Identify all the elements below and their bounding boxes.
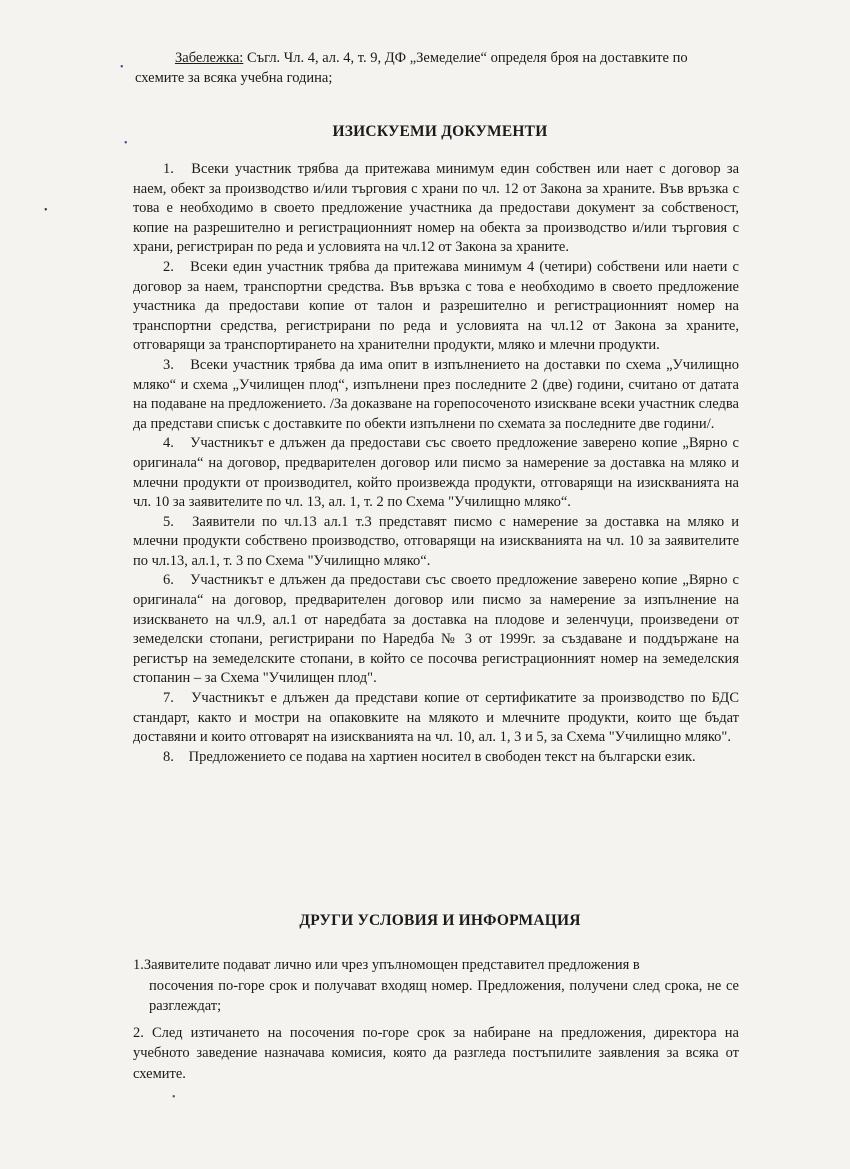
heading-other-conditions: ДРУГИ УСЛОВИЯ И ИНФОРМАЦИЯ bbox=[299, 912, 581, 929]
condition-item: 2. След изтичането на посочения по-горе срок за набиране на предложения, директора на учебното заведение назначава комисия, която да разгледа постъпилите заявления за всяка от схемите. bbox=[133, 1024, 739, 1082]
note-paragraph bbox=[135, 48, 740, 88]
scan-mark: • bbox=[44, 205, 48, 216]
document-item: 4. Участникът е длъжен да предостави със своето предложение заверено копие „Вярно с оригинала“ на договор, предварителен договор или писмо за намерение за доставка на мляко и млечни продукти от производител, който произвежда продукти, отговарящи на изискванията на чл. 10 за заявителите по чл. 13, ал. 1, т. 2 по Схема "Училищно мляко“. bbox=[133, 435, 739, 511]
document-item: 8. Предложението се подава на хартиен носител в свободен текст на български език. bbox=[163, 748, 696, 765]
note-text: Съгл. Чл. 4, ал. 4, т. 9, ДФ „Земеделие“ определя броя на доставките по схемите за всяка учебна година; bbox=[135, 50, 688, 86]
scan-mark: • bbox=[172, 1092, 176, 1103]
document-item: 2. Всеки един участник трябва да притежава минимум 4 (четири) собствени или наети с договор за наем, транспортни средства. Във връзка с това е необходимо в своето предложение участника да предостави копие от талон и разрешително и регистрационният номер на транспортни средства, регистрирани по реда и условията на чл.12 от Закона за храните, отговарящи за транспортирането на хранителни продукти, мляко и млечни продукти. bbox=[133, 258, 739, 354]
document-item: 1. Всеки участник трябва да притежава минимум един собствен или нает с договор за наем, обект за производство и/или търговия с храни по чл. 12 от Закона за храните. Във връзка с това е необходимо в своето предложение участника да предостави документ за собственост, копие на разрешително и регистрационният номер на обекта за производство и/или търговия с храни, регистриран по реда и условията на чл.12 от Закона за храните. bbox=[133, 161, 740, 256]
document-item: 7. Участникът е длъжен да представи копие от сертификатите за производство по БДС стандарт, както и мостри на опаковките на млякото и млечните продукти, които ще бъдат доставяни и които отговарят на изискванията на чл. 10, ал. 1, 3 и 5, за Схема "Училищно мляко". bbox=[133, 690, 739, 746]
document-item: 3. Всеки участник трябва да има опит в изпълнението на доставки по схема „Училищно мляко“ и схема „Училищен плод“, изпълнени през последните 2 (две) години, считано от датата на подаване на предложението. /За доказване на горепосоченото изискване всеки участник следва да представи списък с доставките по обекти изпълнени по схемата за последните две години/. bbox=[133, 356, 740, 432]
document-item: 5. Заявители по чл.13 ал.1 т.3 представят писмо с намерение за доставка на мляко и млечни продукти собствено производство, отговарящи на изискванията на чл. 10 за заявителите по чл.13, ал.1, т. 3 по Схема "Училищно мляко“. bbox=[133, 513, 740, 569]
heading-required-documents: ИЗИСКУЕМИ ДОКУМЕНТИ bbox=[332, 123, 548, 140]
documents-list bbox=[133, 160, 739, 767]
condition-item: 1.Заявителите подават лично или чрез упълномощен представител предложения в посочения по-горе срок и получават входящ номер. Предложения, получени след срока, не се разглеждат; bbox=[133, 957, 739, 1014]
other-conditions bbox=[133, 955, 739, 1084]
document-item: 6. Участникът е длъжен да предостави със своето предложение заверено копие „Вярно с оригинала“ на договор, предварителен договор или писмо за намерение за изпълнение на изискването на чл.9, ал.1 от наредбата за доставка на плодове и зеленчуци, произведени от земеделски стопани, регистрирани по Наредба № 3 от 1999г. за създаване и поддържане на регистър на земеделските стопани, в който се посочва регистрационният номер на земеделския стопанин – за Схема "Училищен плод". bbox=[133, 572, 739, 687]
scan-mark: • bbox=[124, 138, 128, 149]
scan-mark: • bbox=[120, 62, 124, 73]
note-label: Забележка: bbox=[175, 50, 244, 66]
